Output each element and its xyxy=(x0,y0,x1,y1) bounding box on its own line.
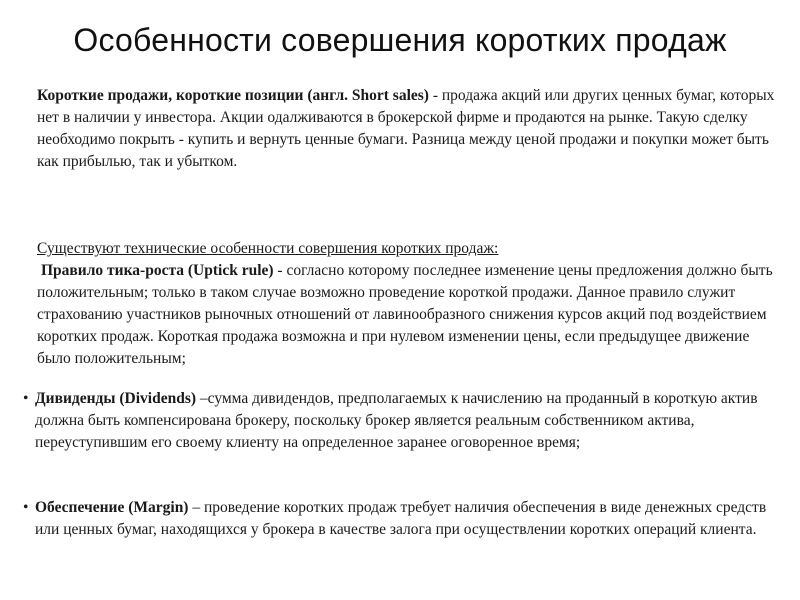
uptick-rule-paragraph xyxy=(37,260,777,370)
uptick-rule-term: Правило тика-роста (Uptick rule) xyxy=(41,262,274,279)
dividends-item xyxy=(23,388,783,454)
features-section xyxy=(37,238,777,370)
dividends-term: Дивиденды (Dividends) xyxy=(35,390,197,407)
margin-item xyxy=(23,497,783,541)
slide-title: Особенности совершения коротких продаж xyxy=(73,22,727,58)
uptick-rule-text: - согласно которому последнее изменение цены предложения должно быть положительным; только в таком случае возможно проведение короткой продажи. Данное правило служит страхованию участников рыночных отношений от лавинообразного снижения курсов акций под воздействием коротких продаж. Короткая продажа возможна и при нулевом изменении цены, если предыдущее движение было положительным; xyxy=(37,262,773,367)
margin-term: Обеспечение (Margin) xyxy=(35,499,189,516)
dividends-paragraph xyxy=(35,388,783,454)
margin-paragraph xyxy=(35,497,783,541)
bullet-icon: • xyxy=(23,499,29,516)
intro-term: Короткие продажи, короткие позиции (англ. Short sales) xyxy=(37,87,429,104)
intro-paragraph xyxy=(37,85,777,173)
margin-text: – проведение коротких продаж требует наличия обеспечения в виде денежных средств или ценных бумаг, находящихся у брокера в качестве залога при осуществлении коротких операций клиента. xyxy=(35,499,767,538)
bullet-icon: • xyxy=(23,390,29,407)
dividends-text: –сумма дивидендов, предполагаемых к начислению на проданный в короткую актив должна быть компенсирована брокеру, поскольку брокер является реальным собственником актива, переуступившим его своему клиенту на определенное заранее оговоренное время; xyxy=(35,390,758,451)
intro-definition: - продажа акций или других ценных бумаг, которых нет в наличии у инвестора. Акции одалживаются в брокерской фирме и продаются на рынке. Такую сделку необходимо покрыть - купить и вернуть ценные бумаги. Разница между ценой продажи и покупки может быть как прибылью, так и убытком. xyxy=(37,87,775,170)
features-heading: Существуют технические особенности совершения коротких продаж: xyxy=(37,240,499,257)
